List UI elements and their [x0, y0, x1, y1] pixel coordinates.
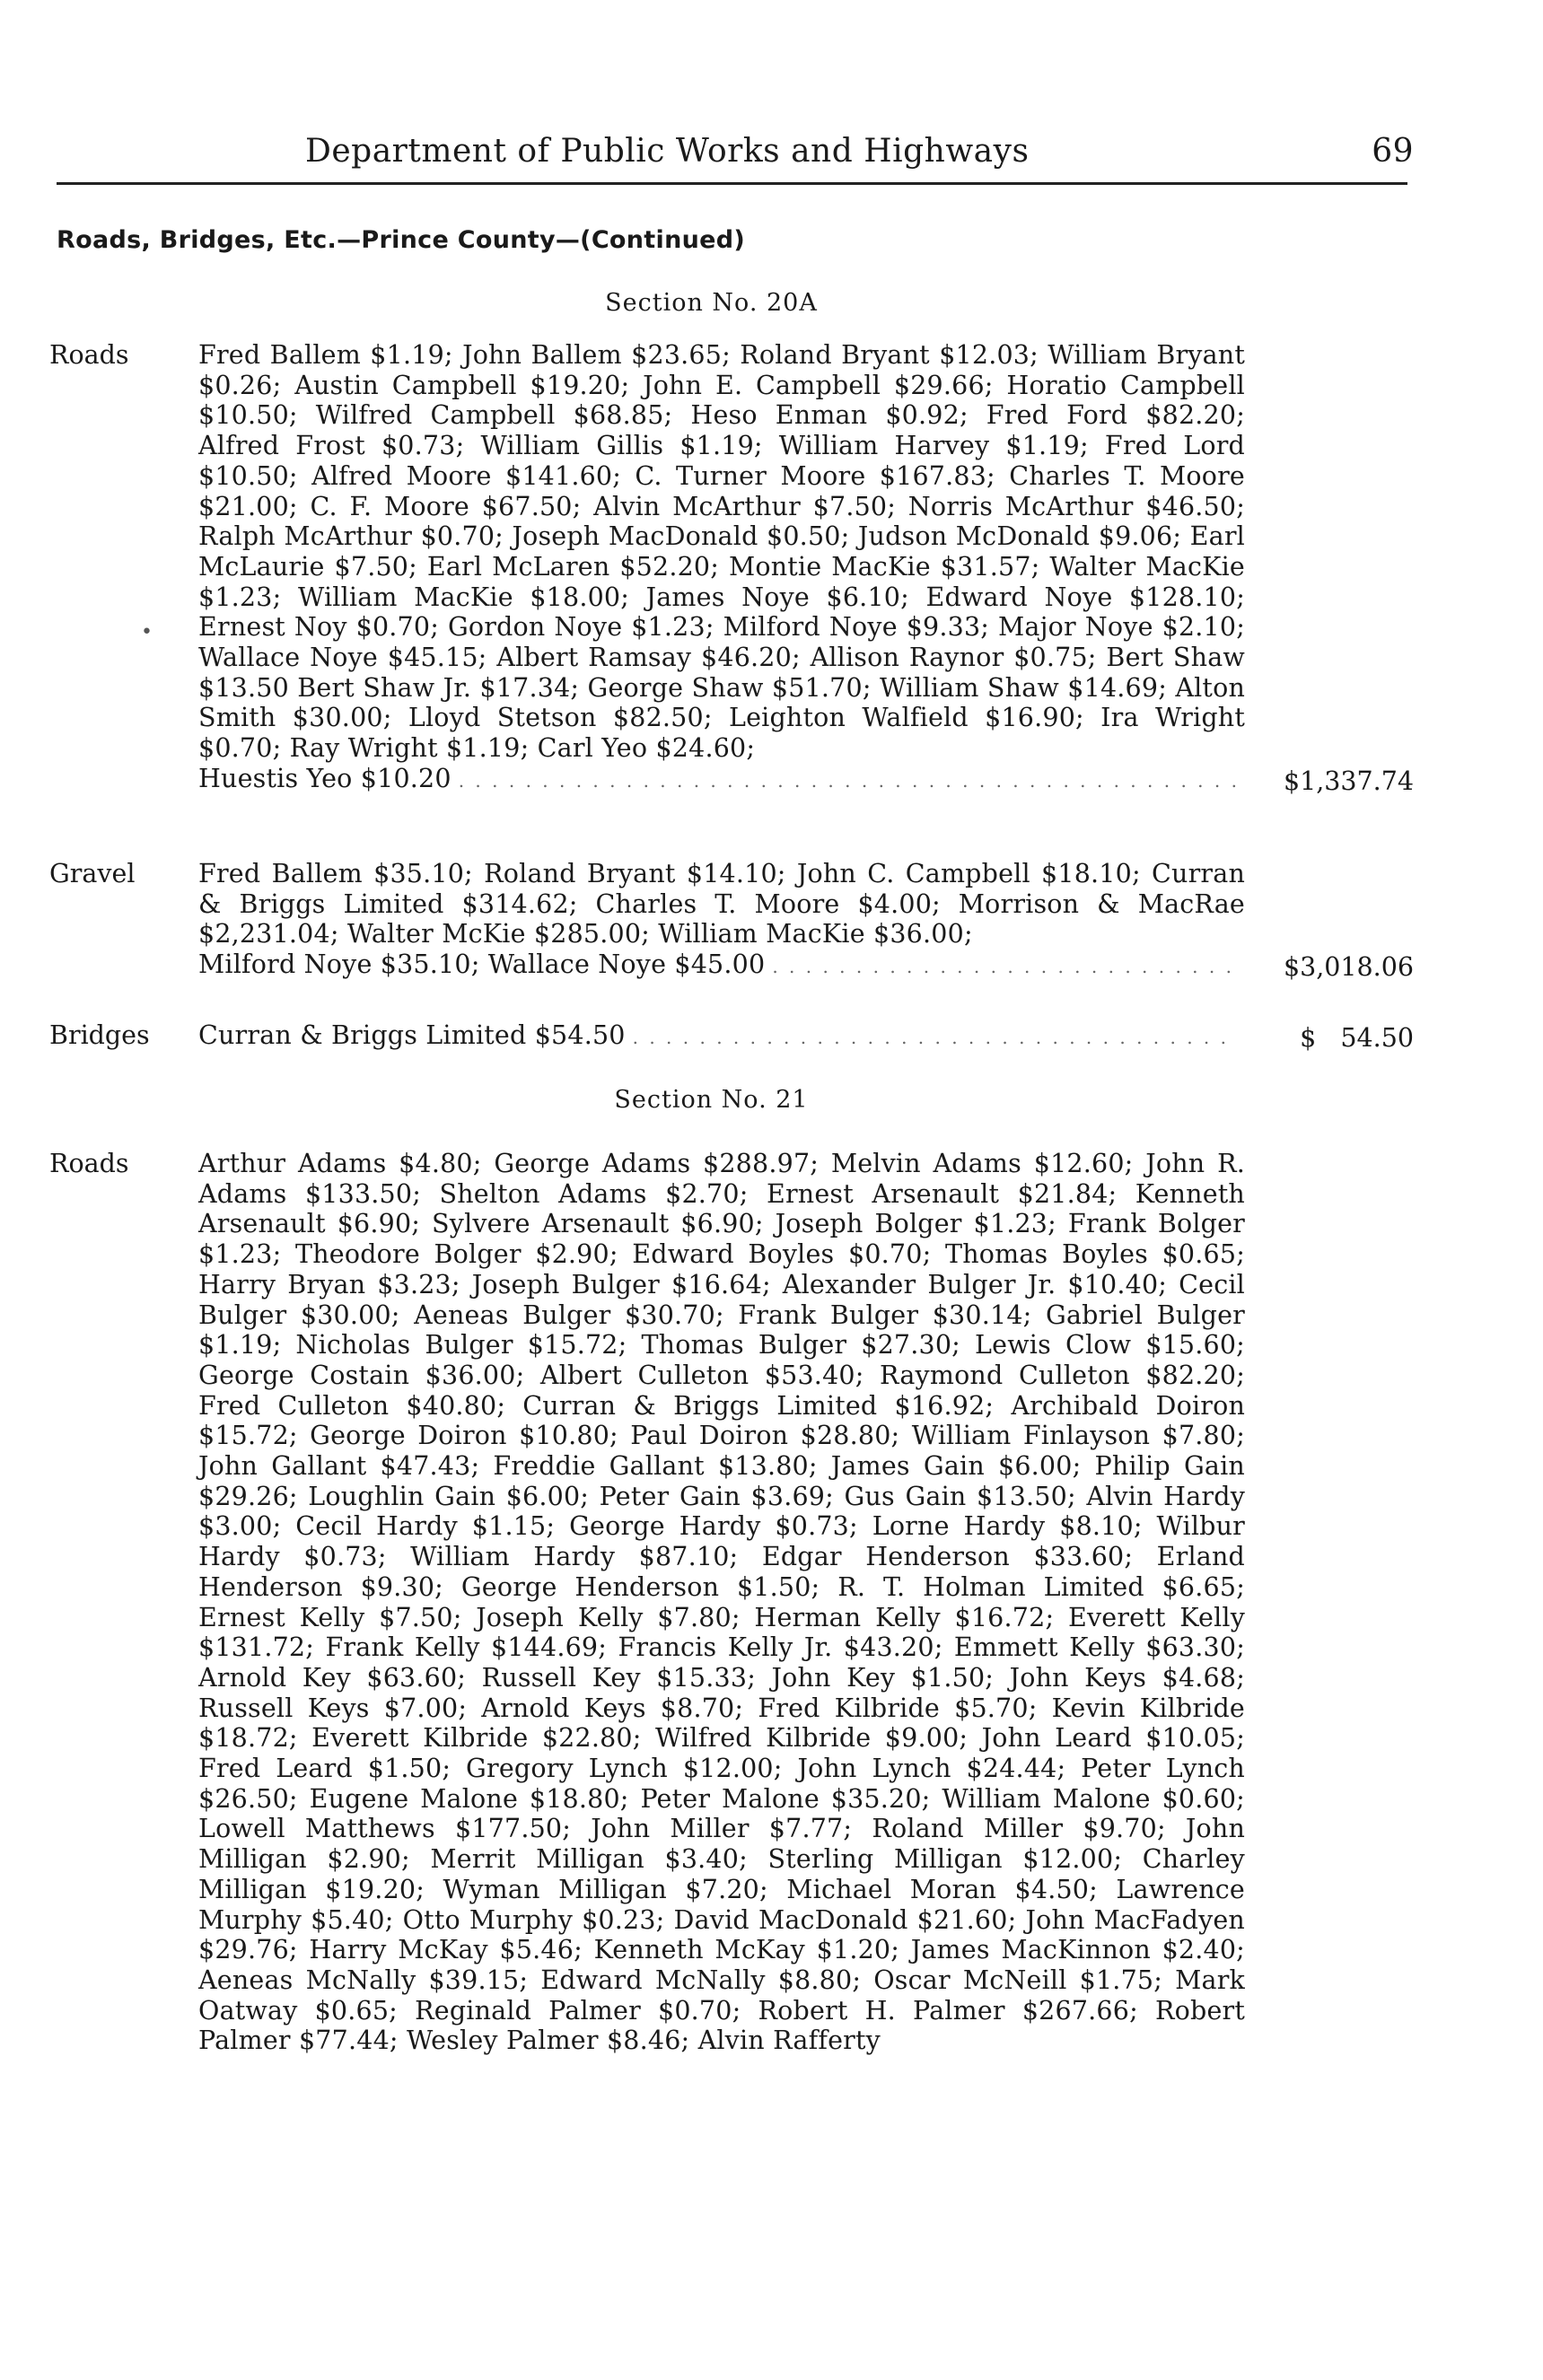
entry-text: Fred Ballem $1.19; John Ballem $23.65; Roland Bryant $12.03; William Bryant $0.26; Austin Campbell $19.20; John E. Campbell $29.66; Horatio Campbell $10.50; Wilfred Campbell $68.85; Heso Enman $0.92; Fred Ford $82.20; Alfred Frost $0.73; William Gillis $1.19; William Harvey $1.19; Fred Lord $10.50; Alfred Moore $141.60; C. Turner Moore $167.83; Charles T. Moore $21.00; C. F. Moore $67.50; Alvin McArthur $7.50; Norris McArthur $46.50; Ralph McArthur $0.70; Joseph MacDonald $0.50; Judson McDonald $9.06; Earl McLaurie $7.50; Earl McLaren $52.20; Montie MacKie $31.57; Walter MacKie $1.23; William MacKie $18.00; James Noye $6.10; Edward Noye $128.10; Ernest Noy $0.70; Gordon Noye $1.23; Milford Noye $9.33; Major Noye $2.10; Wallace Noye $45.15; Albert Ramsay $46.20; Allison Raynor $0.75; Bert Shaw $13.50 Bert Shaw Jr. $17.34; George Shaw $51.70; William Shaw $14.69; Alton Smith $30.00; Lloyd Stetson $82.50; Leighton Walfield $16.90; Ira Wright $0.70; Ray Wright $1.19; Carl Yeo $24.60; — [198, 340, 1245, 764]
margin-mark: • — [141, 621, 153, 643]
entry-text: Fred Ballem $35.10; Roland Bryant $14.10; John C. Campbell $18.10; Curran & Briggs Limited $314.62; Charles T. Moore $4.00; Morrison & MacRae $2,231.04; Walter McKie $285.00; William MacKie $36.00; — [198, 859, 1245, 949]
running-head — [171, 133, 1414, 170]
entry-label: Bridges — [49, 1020, 150, 1050]
entry-last-line — [198, 1020, 1245, 1054]
continued-heading: Roads, Bridges, Etc.—Prince County—(Continued) — [57, 226, 745, 254]
entry-body — [198, 859, 1245, 983]
entry-body — [198, 1149, 1245, 2056]
header-rule — [57, 182, 1407, 185]
page-title: Department of Public Works and Highways — [305, 133, 1030, 170]
page-number: 69 — [1372, 133, 1414, 170]
entry-last-text: Huestis Yeo $10.20 — [198, 763, 452, 793]
entry-roads — [49, 340, 1414, 797]
entry-last-line — [198, 949, 1245, 983]
entry-last-text: Milford Noye $35.10; Wallace Noye $45.00 — [198, 949, 766, 980]
entry-body — [198, 1020, 1245, 1054]
section-title: Section No. 20A — [605, 289, 818, 317]
entry-roads — [49, 1149, 1414, 2056]
dot-leader — [772, 952, 1238, 983]
entry-amount: $1,337.74 — [1283, 766, 1414, 796]
section-title: Section No. 21 — [614, 1086, 809, 1114]
entry-last-line — [198, 764, 1245, 797]
entry-text: Arthur Adams $4.80; George Adams $288.97; Melvin Adams $12.60; John R. Adams $133.50; Shelton Adams $2.70; Ernest Arsenault $21.84; Kenneth Arsenault $6.90; Sylvere Arsenault $6.90; Joseph Bolger $1.23; Frank Bolger $1.23; Theodore Bolger $2.90; Edward Boyles $0.70; Thomas Boyles $0.65; Harry Bryan $3.23; Joseph Bulger $16.64; Alexander Bulger Jr. $10.40; Cecil Bulger $30.00; Aeneas Bulger $30.70; Frank Bulger $30.14; Gabriel Bulger $1.19; Nicholas Bulger $15.72; Thomas Bulger $27.30; Lewis Clow $15.60; George Costain $36.00; Albert Culleton $53.40; Raymond Culleton $82.20; Fred Culleton $40.80; Curran & Briggs Limited $16.92; Archibald Doiron $15.72; George Doiron $10.80; Paul Doiron $28.80; William Finlayson $7.80; John Gallant $47.43; Freddie Gallant $13.80; James Gain $6.00; Philip Gain $29.26; Loughlin Gain $6.00; Peter Gain $3.69; Gus Gain $13.50; Alvin Hardy $3.00; Cecil Hardy $1.15; George Hardy $0.73; Lorne Hardy $8.10; Wilbur Hardy $0.73; William Hardy $87.10; Edgar Henderson $33.60; Erland Henderson $9.30; George Henderson $1.50; R. T. Holman Limited $6.65; Ernest Kelly $7.50; Joseph Kelly $7.80; Herman Kelly $16.72; Everett Kelly $131.72; Frank Kelly $144.69; Francis Kelly Jr. $43.20; Emmett Kelly $63.30; Arnold Key $63.60; Russell Key $15.33; John Key $1.50; John Keys $4.68; Russell Keys $7.00; Arnold Keys $8.70; Fred Kilbride $5.70; Kevin Kilbride $18.72; Everett Kilbride $22.80; Wilfred Kilbride $9.00; John Leard $10.05; Fred Leard $1.50; Gregory Lynch $12.00; John Lynch $24.44; Peter Lynch $26.50; Eugene Malone $18.80; Peter Malone $35.20; William Malone $0.60; Lowell Matthews $177.50; John Miller $7.77; Roland Miller $9.70; John Milligan $2.90; Merrit Milligan $3.40; Sterling Milligan $12.00; Charley Milligan $19.20; Wyman Milligan $7.20; Michael Moran $4.50; Lawrence Murphy $5.40; Otto Murphy $0.23; David MacDonald $21.60; John MacFadyen $29.76; Harry McKay $5.46; Kenneth McKay $1.20; James MacKinnon $2.40; Aeneas McNally $39.15; Edward McNally $8.80; Oscar McNeill $1.75; Mark Oatway $0.65; Reginald Palmer $0.70; Robert H. Palmer $267.66; Robert Palmer $77.44; Wesley Palmer $8.46; Alvin Rafferty — [198, 1149, 1245, 2056]
dot-leader — [633, 1023, 1238, 1054]
entry-gravel — [49, 859, 1414, 983]
entry-last-text: Curran & Briggs Limited $54.50 — [198, 1020, 626, 1050]
entry-label: Roads — [49, 1149, 129, 1178]
entry-label: Roads — [49, 340, 129, 370]
entry-amount: $3,018.06 — [1283, 952, 1414, 983]
entry-label: Gravel — [49, 859, 136, 888]
entry-body — [198, 340, 1245, 797]
dot-leader — [459, 766, 1238, 797]
entry-amount: $ 54.50 — [1300, 1023, 1414, 1053]
entry-bridges — [49, 1020, 1414, 1054]
